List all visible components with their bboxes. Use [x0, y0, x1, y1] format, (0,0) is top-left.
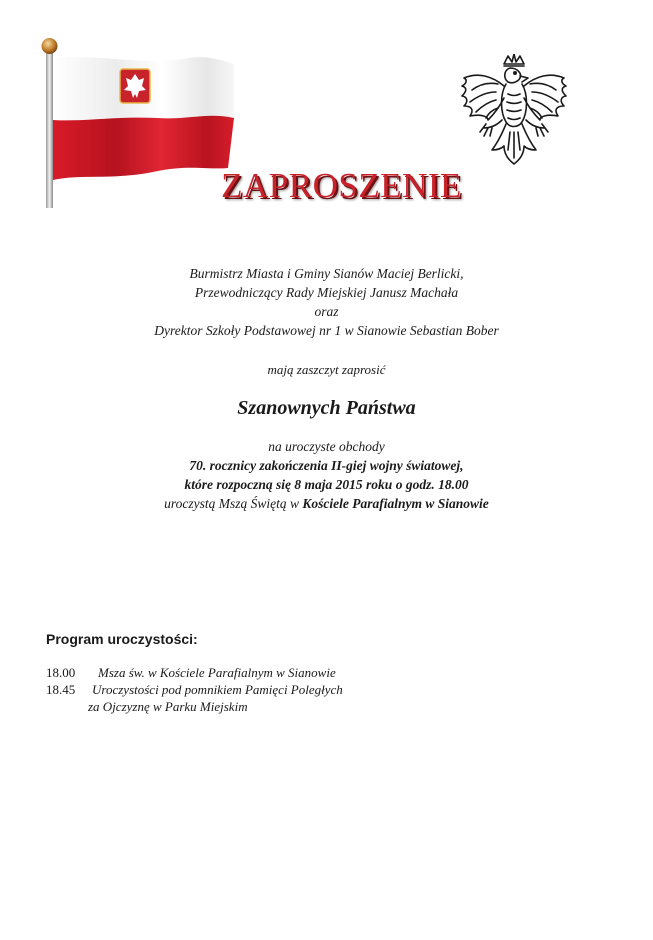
- program-time: 18.00: [46, 665, 76, 680]
- program-time: 18.45: [46, 682, 76, 697]
- eagle-icon: [458, 54, 570, 172]
- honor-line: mają zaszczyt zaprosić: [267, 362, 386, 377]
- date-time-line: które rozpoczną się 8 maja 2015 roku o godz. 18.00: [184, 477, 469, 492]
- host-line: Burmistrz Miasta i Gminy Sianów Maciej Berlicki,: [189, 266, 464, 281]
- program-description: Uroczystości pod pomnikiem Pamięci Poległych: [92, 682, 343, 697]
- event-details: [0, 437, 653, 513]
- mass-place: Kościele Parafialnym w Sianowie: [302, 496, 489, 511]
- mass-line: [0, 494, 653, 513]
- anniversary-line: 70. rocznicy zakończenia II-giej wojny światowej,: [189, 458, 464, 473]
- program-heading: Program uroczystości:: [46, 631, 198, 647]
- host-line: Dyrektor Szkoły Podstawowej nr 1 w Sianowie Sebastian Bober: [154, 323, 499, 338]
- program-description-continuation: za Ojczyznę w Parku Miejskim: [88, 699, 248, 714]
- details-line: na uroczyste obchody: [268, 439, 385, 454]
- guests-heading: Szanownych Państwa: [237, 397, 416, 419]
- host-line: Przewodniczący Rady Miejskiej Janusz Machała: [194, 285, 459, 300]
- conjunction-line: oraz: [314, 304, 339, 319]
- program-description: Msza św. w Kościele Parafialnym w Sianowie: [98, 665, 336, 680]
- hosts-block: [0, 264, 653, 340]
- mass-line-prefix: uroczystą Mszą Świętą w: [164, 496, 303, 511]
- white-eagle-emblem-image: [458, 54, 570, 172]
- page-title: ZAPROSZENIE: [221, 166, 462, 205]
